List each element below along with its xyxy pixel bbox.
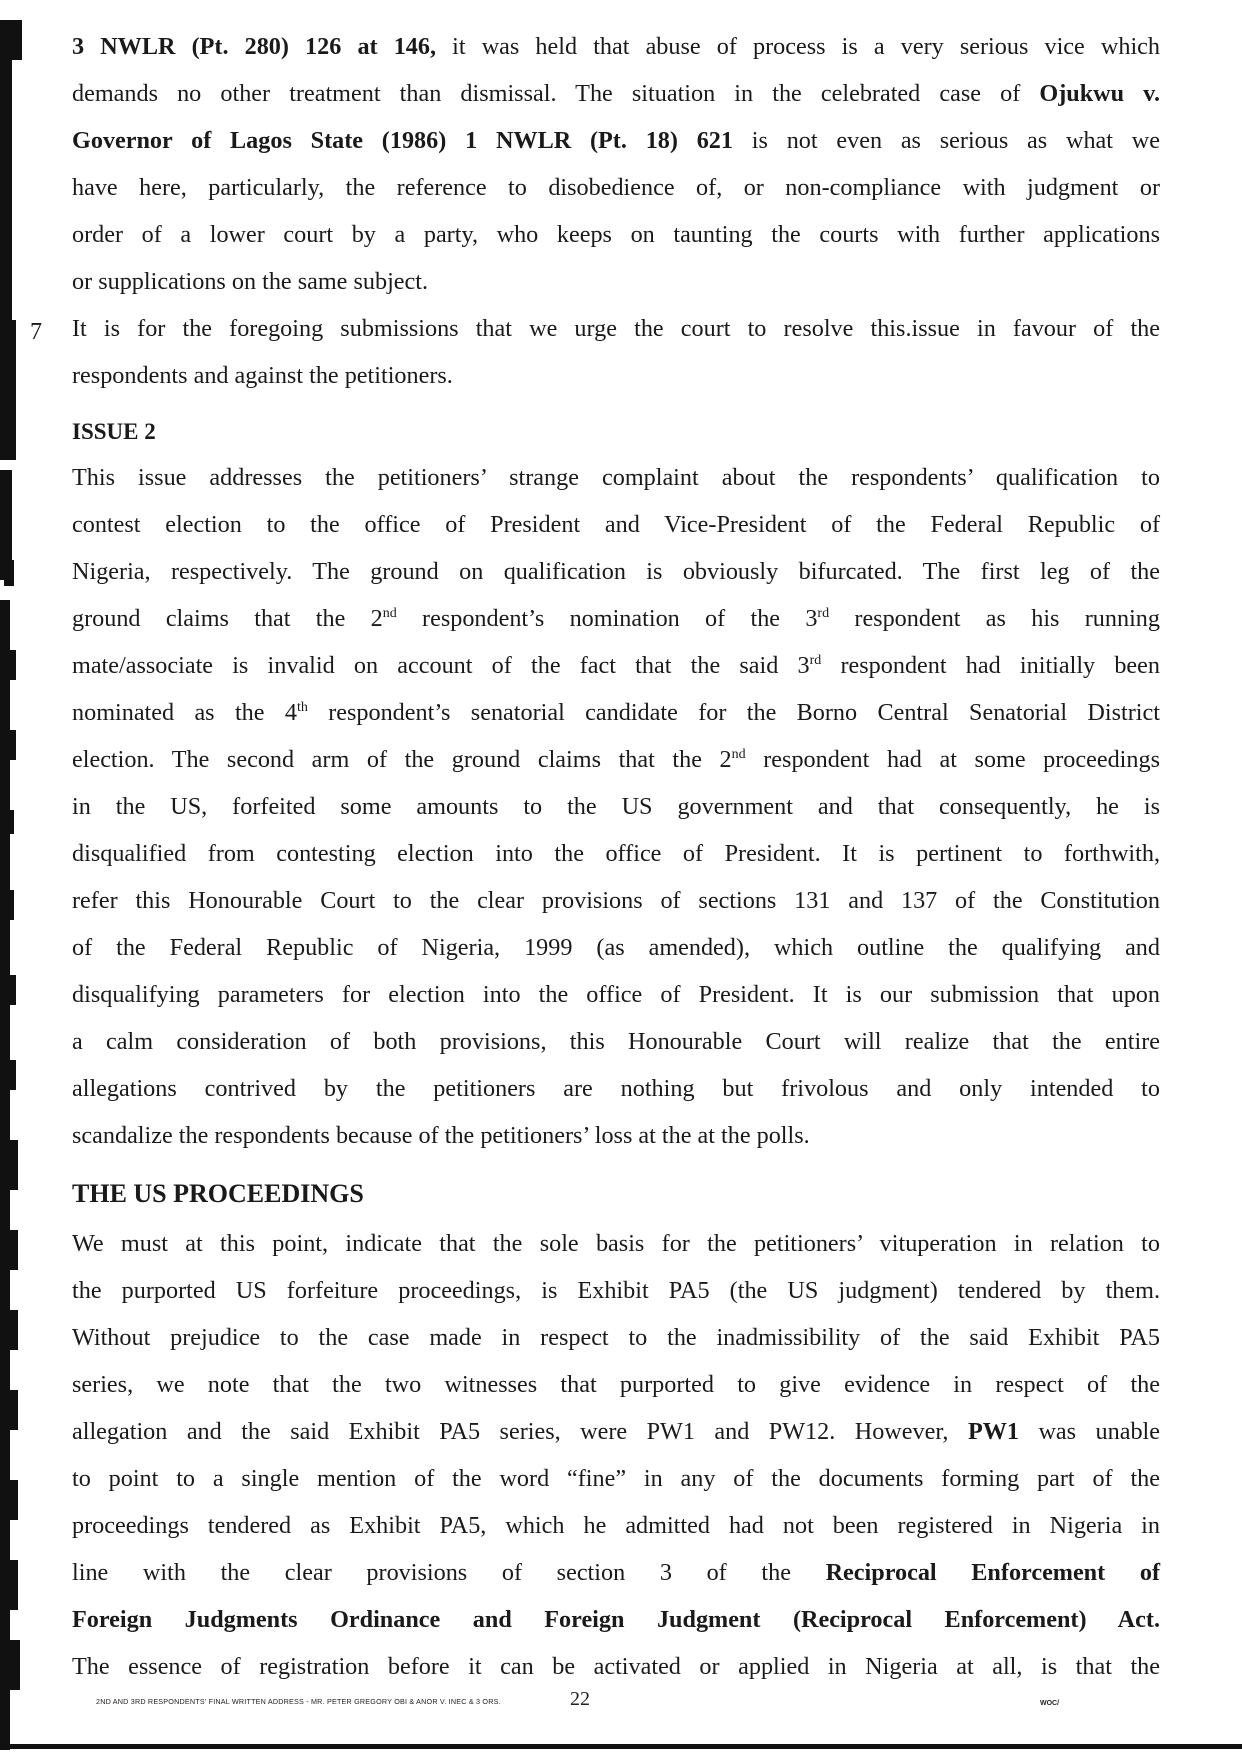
binding-mark: [0, 60, 12, 320]
text-line: election. The second arm of the ground claims that the 2nd respondent had at some proceedings: [72, 746, 1160, 773]
binding-mark: [6, 650, 16, 680]
case-name: Governor of Lagos State (1986) 1 NWLR (Pt. 18) 621: [72, 127, 733, 154]
text-line: proceedings tendered as Exhibit PA5, which he admitted had not been registered in Nigeria in: [72, 1512, 1160, 1539]
text-line: in the US, forfeited some amounts to the US government and that consequently, he is: [72, 793, 1160, 820]
text-line: order of a lower court by a party, who keeps on taunting the courts with further applications: [72, 221, 1160, 248]
text-line: of the Federal Republic of Nigeria, 1999 (as amended), which outline the qualifying and: [72, 934, 1160, 961]
binding-mark: [6, 1390, 18, 1430]
binding-mark: [4, 560, 14, 586]
binding-mark: [6, 810, 14, 834]
text-line: The essence of registration before it can be activated or applied in Nigeria at all, is that the: [72, 1653, 1160, 1680]
section-heading: ISSUE 2: [72, 419, 156, 444]
statute-name: Reciprocal Enforcement of: [825, 1559, 1160, 1586]
binding-mark: [6, 1060, 16, 1090]
text-line: disqualifying parameters for election into the office of President. It is our submission that upon: [72, 981, 1160, 1008]
section-heading: THE US PROCEEDINGS: [72, 1179, 364, 1208]
text-line: 3 NWLR (Pt. 280) 126 at 146, it was held that abuse of process is a very serious vice which: [72, 33, 1160, 60]
paragraph-number: 7: [30, 319, 42, 345]
text-line: refer this Honourable Court to the clear provisions of sections 131 and 137 of the Constitution: [72, 887, 1160, 914]
text-line: a calm consideration of both provisions, this Honourable Court will realize that the entire: [72, 1028, 1160, 1055]
footer-initials: WOC/: [1040, 1700, 1060, 1707]
binding-mark: [6, 1230, 18, 1270]
binding-mark: [0, 320, 16, 460]
case-name: Ojukwu v.: [1039, 80, 1160, 107]
text-line: This issue addresses the petitioners’ strange complaint about the respondents’ qualification to: [72, 464, 1160, 491]
text-line: Foreign Judgments Ordinance and Foreign Judgment (Reciprocal Enforcement) Act.: [72, 1606, 1160, 1633]
binding-mark: [6, 1310, 18, 1350]
text-line: disqualified from contesting election into the office of President. It is pertinent to forthwith,: [72, 840, 1160, 867]
text-line: ground claims that the 2nd respondent’s nomination of the 3rd respondent as his running: [72, 605, 1160, 632]
footer-running-title: 2ND AND 3RD RESPONDENTS' FINAL WRITTEN ADDRESS - MR. PETER GREGORY OBI & ANOR V. INEC & 3 ORS.: [96, 1697, 501, 1706]
binding-mark: [6, 975, 16, 1005]
binding-mark: [6, 890, 14, 920]
citation: 3 NWLR (Pt. 280) 126 at 146,: [72, 33, 437, 60]
text-line: allegations contrived by the petitioners are nothing but frivolous and only intended to: [72, 1075, 1160, 1102]
text-line: Governor of Lagos State (1986) 1 NWLR (Pt. 18) 621 is not even as serious as what we: [72, 127, 1160, 154]
bottom-rule: [8, 1744, 1242, 1749]
text-line: to point to a single mention of the word “fine” in any of the documents forming part of the: [72, 1465, 1160, 1492]
text-line: Nigeria, respectively. The ground on qualification is obviously bifurcated. The first leg of the: [72, 558, 1160, 585]
binding-mark: [6, 730, 16, 760]
text-line: mate/associate is invalid on account of the fact that the said 3rd respondent had initially been: [72, 652, 1160, 679]
binding-mark: [6, 1640, 20, 1690]
text-line: contest election to the office of President and Vice-President of the Federal Republic of: [72, 511, 1160, 538]
text-line: or supplications on the same subject.: [72, 268, 429, 295]
page-number: 22: [570, 1688, 590, 1710]
text-line: scandalize the respondents because of the petitioners’ loss at the at the polls.: [72, 1122, 810, 1149]
text-line: Without prejudice to the case made in respect to the inadmissibility of the said Exhibit PA5: [72, 1324, 1160, 1351]
binding-mark: [0, 20, 22, 60]
statute-name: Foreign Judgments Ordinance: [72, 1606, 441, 1633]
text-line: have here, particularly, the reference to disobedience of, or non-compliance with judgment or: [72, 174, 1160, 201]
text-line: the purported US forfeiture proceedings, is Exhibit PA5 (the US judgment) tendered by them.: [72, 1277, 1160, 1304]
text-line: series, we note that the two witnesses that purported to give evidence in respect of the: [72, 1371, 1160, 1398]
statute-name: Foreign Judgment (Reciprocal Enforcement) Act: [544, 1606, 1154, 1633]
binding-mark: [6, 1140, 18, 1190]
text-line: line with the clear provisions of section 3 of the Reciprocal Enforcement of: [72, 1559, 1160, 1586]
text-line: nominated as the 4th respondent’s senatorial candidate for the Borno Central Senatorial District: [72, 699, 1160, 726]
binding-mark: [6, 1560, 18, 1610]
binding-edge: [0, 0, 44, 1755]
binding-mark: [6, 1480, 18, 1520]
text-line: We must at this point, indicate that the sole basis for the petitioners’ vituperation in relation to: [72, 1230, 1160, 1257]
text-line: demands no other treatment than dismissal. The situation in the celebrated case of Ojukwu v.: [72, 80, 1160, 107]
text-line: allegation and the said Exhibit PA5 series, were PW1 and PW12. However, PW1 was unable: [72, 1418, 1160, 1445]
text-line: respondents and against the petitioners.: [72, 362, 453, 389]
text-line: It is for the foregoing submissions that we urge the court to resolve this.issue in favour of the: [72, 315, 1160, 342]
